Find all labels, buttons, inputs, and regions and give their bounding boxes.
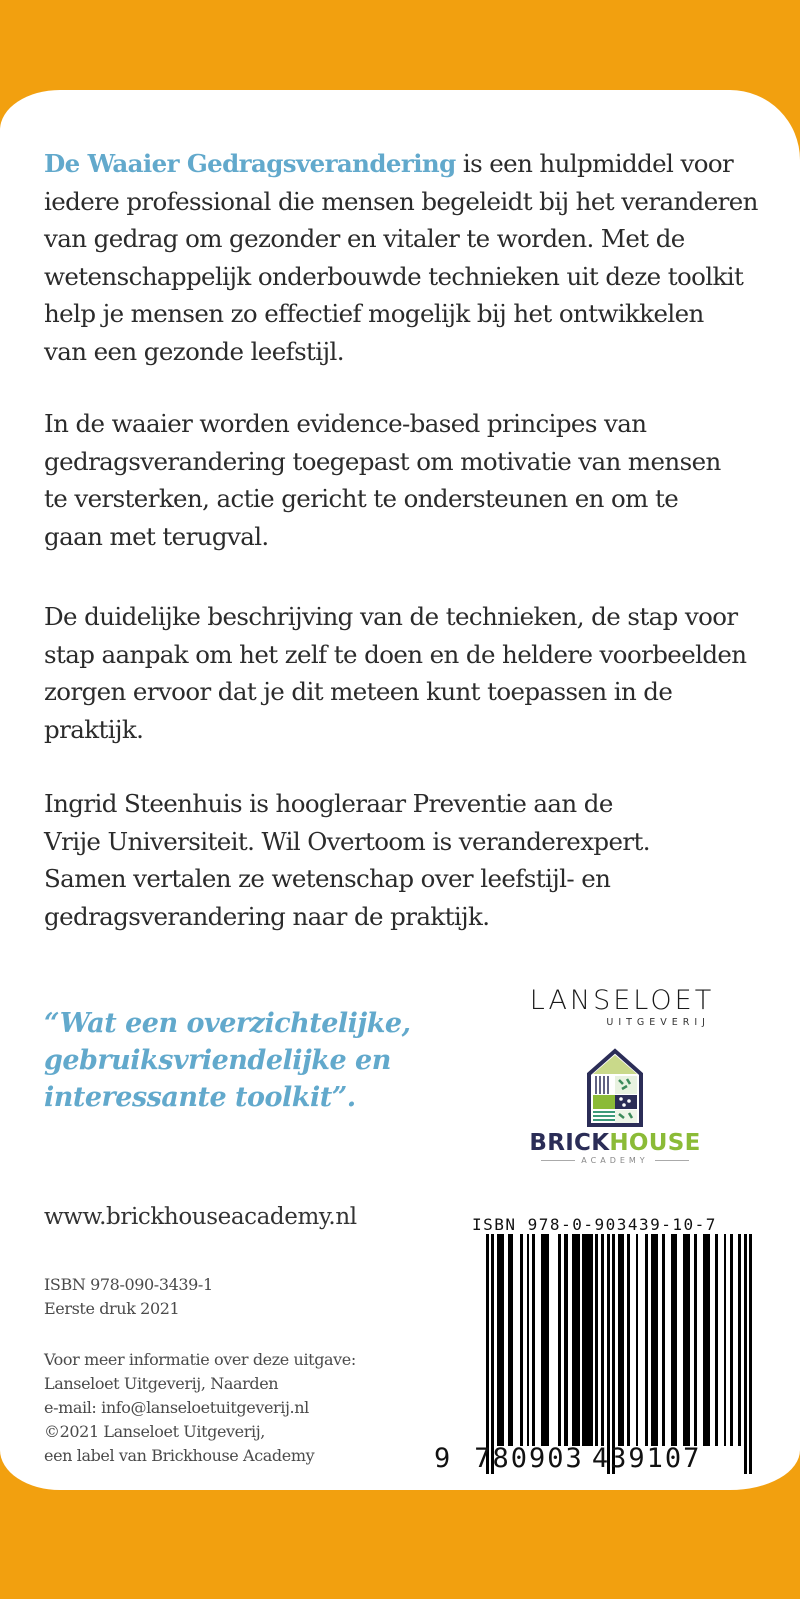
isbn-barcode bbox=[434, 1215, 752, 1474]
brickhouse-logo: BRICKHOUSE ACADEMY bbox=[520, 1048, 710, 1165]
barcode-bars bbox=[486, 1234, 752, 1474]
house-icon bbox=[585, 1048, 645, 1128]
barcode-digits: 9 780903 439107 bbox=[434, 1443, 702, 1474]
website-link[interactable]: www.brickhouseacademy.nl bbox=[44, 1204, 357, 1230]
authors-paragraph: Ingrid Steenhuis is hoogleraar Preventie aan de Vrije Universiteit. Wil Overtoom is veranderexpert. Samen vertalen ze wetenschap over leefstijl- en gedragsverandering naar de praktijk. bbox=[44, 789, 650, 931]
description-paragraph: De duidelijke beschrijving van de technieken, de stap voor stap aanpak om het zelf te doen en de heldere voorbeelden zorgen ervoor dat je dit meteen kunt toepassen in de praktijk. bbox=[44, 602, 747, 744]
principles-paragraph: In de waaier worden evidence-based principes van gedragsverandering toegepast om motivatie van mensen te versterken, actie gericht te ondersteunen en om te gaan met terugval. bbox=[44, 409, 721, 551]
intro-paragraph: De Waaier Gedragsverandering is een hulpmiddel voor iedere professional die mensen begeleidt bij het veranderen van gedrag om gezonder en vitaler te worden. Met de wetenschappelijk onderbouwde technieken uit deze toolkit help je mensen zo effectief mogelijk bij het ontwikkelen van een gezonde leefstijl. bbox=[44, 149, 758, 366]
isbn-edition-info: ISBN 978-090-3439-1 Eerste druk 2021 bbox=[44, 1275, 213, 1318]
publisher-info: Voor meer informatie over deze uitgave: Lanseloet Uitgeverij, Naarden e-mail: info@lanseloetuitgeverij.nl ©2021 Lanseloet Uitgeverij, een label van Brickhouse Academy bbox=[44, 1350, 356, 1465]
title-highlight: De Waaier Gedragsverandering bbox=[44, 149, 456, 178]
barcode-isbn-label: ISBN 978-0-903439-10-7 bbox=[472, 1215, 717, 1234]
lanseloet-logo: LANSELOET UITGEVERIJ bbox=[529, 985, 715, 1028]
testimonial-quote: “Wat een overzichtelijke, gebruiksvriendelijke en interessante toolkit”. bbox=[44, 1008, 411, 1113]
